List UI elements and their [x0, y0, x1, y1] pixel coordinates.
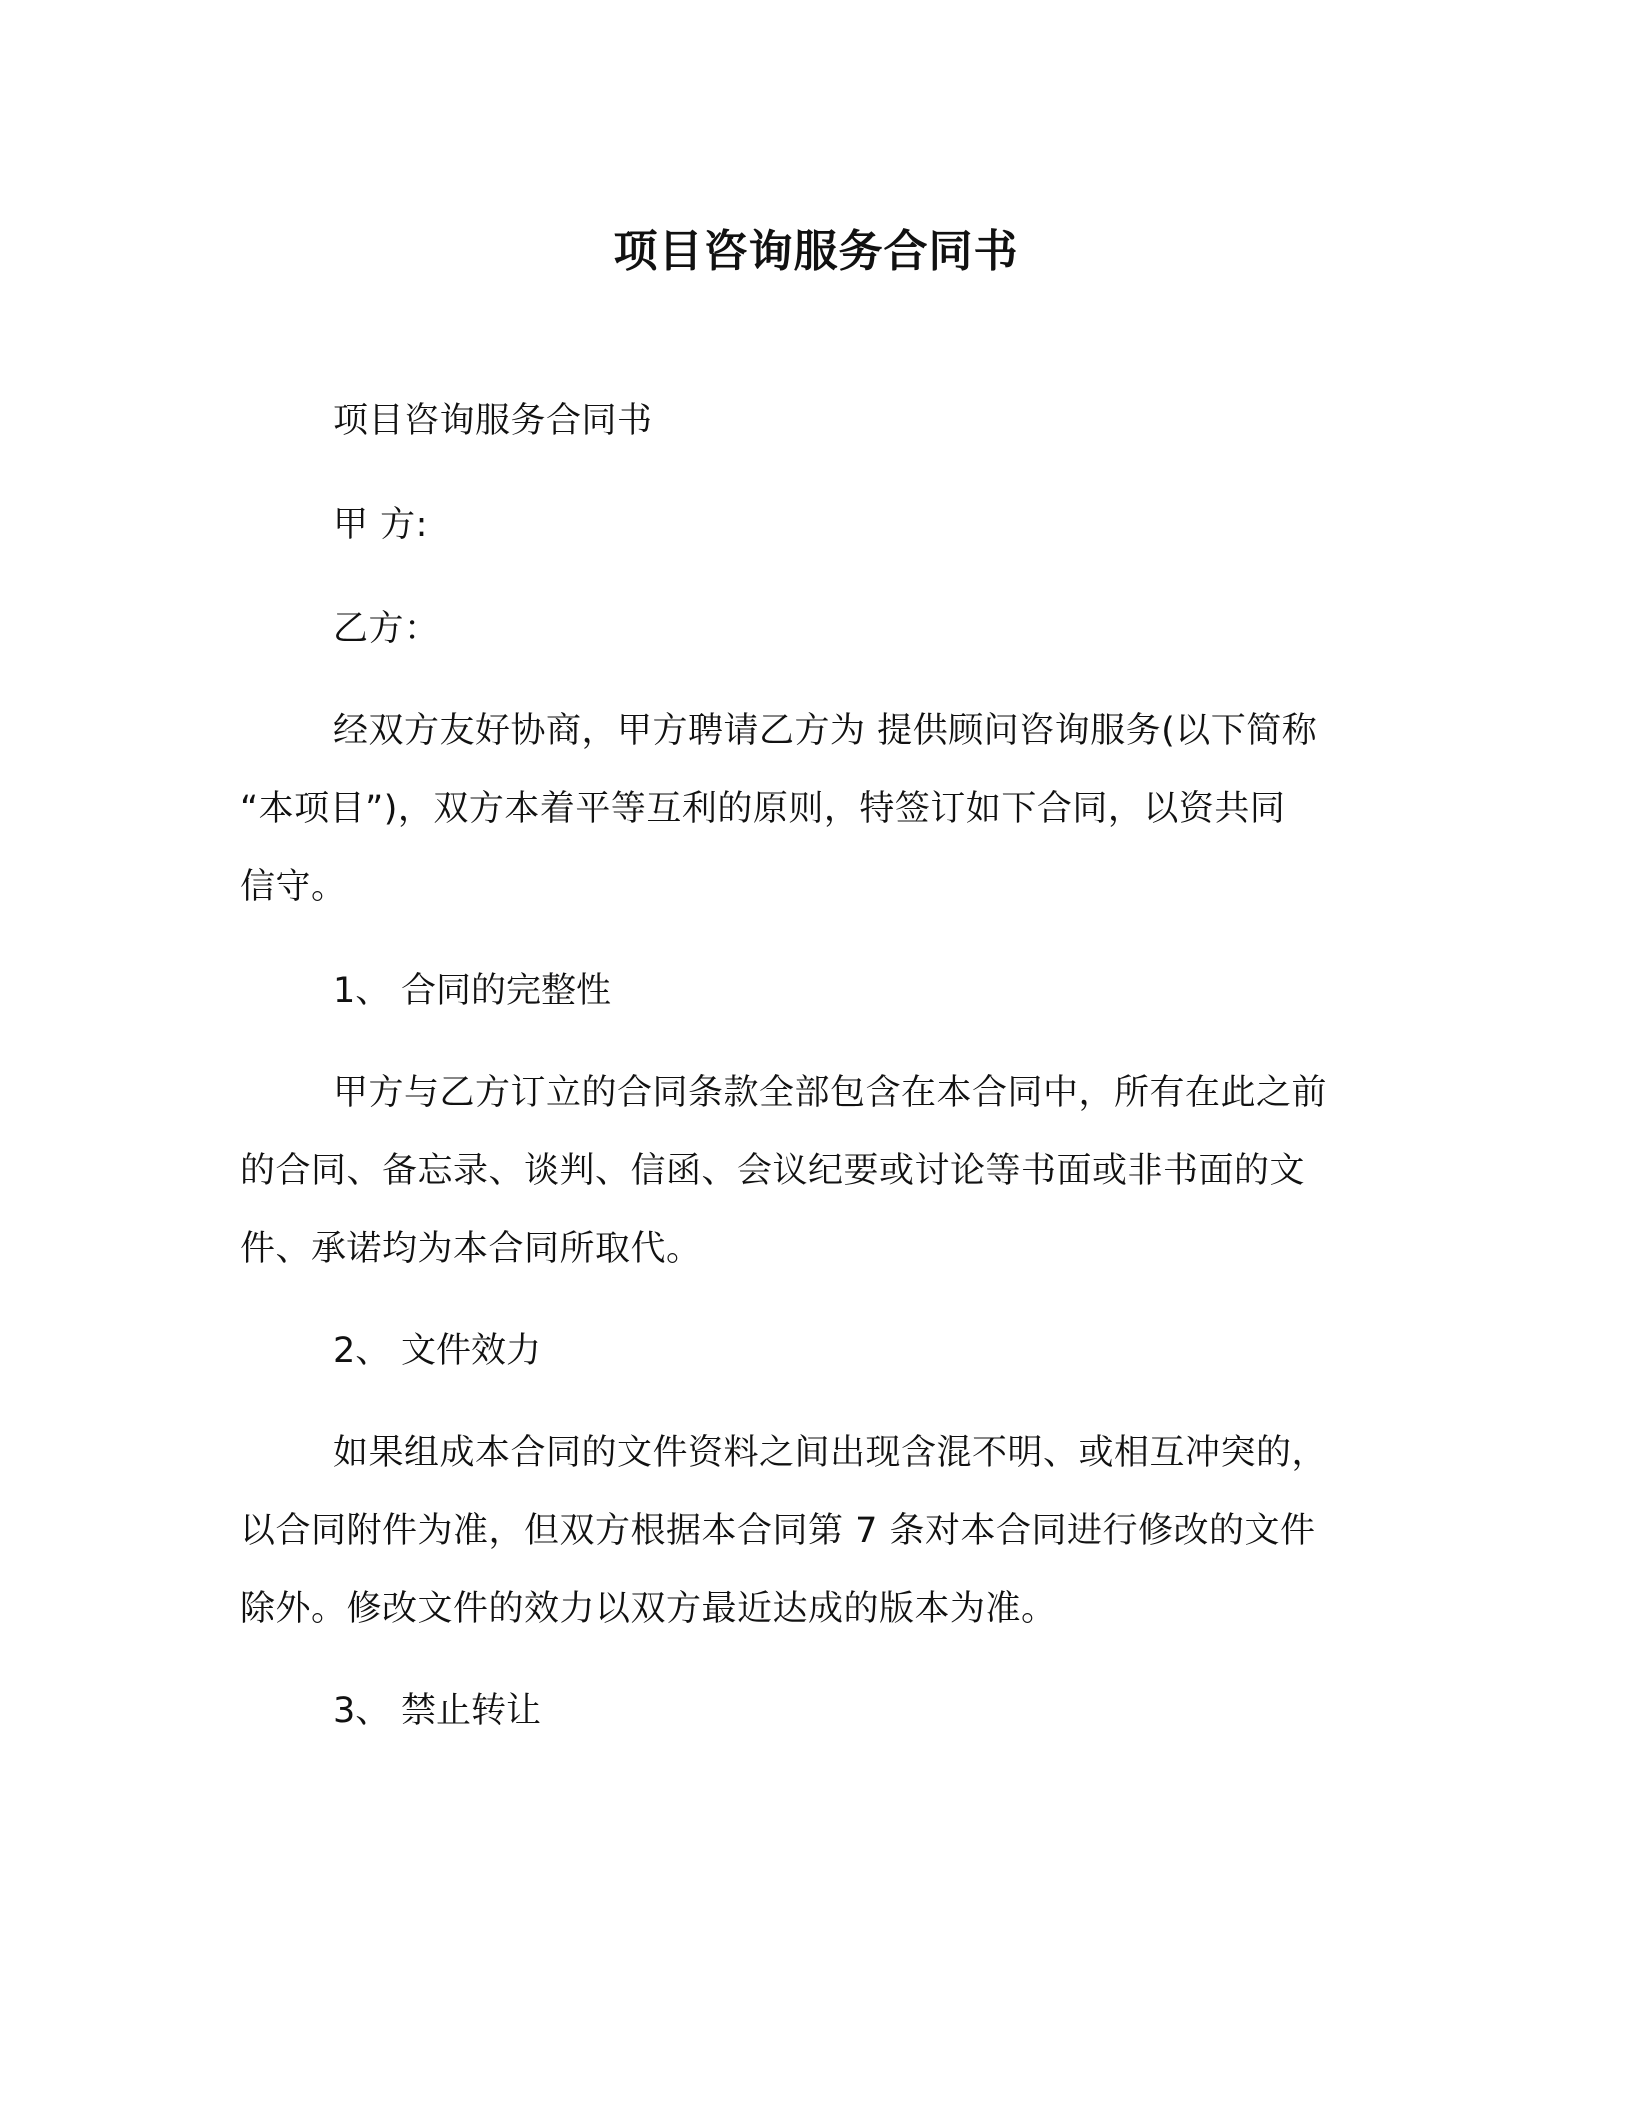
section-number: 1、	[333, 971, 391, 1011]
section-heading-2	[333, 1326, 541, 1376]
intro-line-1: 经双方友好协商，甲方聘请乙方为 提供顾问咨询服务(以下简称	[333, 711, 1318, 751]
document-title: 项目咨询服务合同书	[613, 226, 1019, 277]
section-title: 禁止转让	[401, 1691, 542, 1731]
party-a-label: 甲 方:	[333, 505, 428, 545]
intro-line-3: 信守。	[240, 867, 347, 907]
section-title: 合同的完整性	[401, 971, 612, 1011]
section-heading-3	[333, 1686, 541, 1736]
document-subtitle: 项目咨询服务合同书	[333, 401, 653, 441]
section-2-line-3: 除外。修改文件的效力以双方最近达成的版本为准。	[240, 1589, 1057, 1629]
section-1-line-1: 甲方与乙方订立的合同条款全部包含在本合同中，所有在此之前	[333, 1073, 1328, 1113]
section-title: 文件效力	[401, 1331, 542, 1371]
section-1-line-3: 件、承诺均为本合同所取代。	[240, 1229, 702, 1269]
party-b-label: 乙方：	[333, 609, 440, 649]
section-heading-1	[333, 966, 611, 1016]
section-2-line-1: 如果组成本合同的文件资料之间出现含混不明、或相互冲突的，	[333, 1433, 1328, 1473]
intro-line-2: “本项目”)，双方本着平等互利的原则，特签订如下合同，以资共同	[240, 789, 1286, 829]
section-number: 3、	[333, 1691, 391, 1731]
section-2-line-2: 以合同附件为准，但双方根据本合同第 7 条对本合同进行修改的文件	[240, 1511, 1316, 1551]
section-number: 2、	[333, 1331, 391, 1371]
section-1-line-2: 的合同、备忘录、谈判、信函、会议纪要或讨论等书面或非书面的文	[240, 1151, 1306, 1191]
